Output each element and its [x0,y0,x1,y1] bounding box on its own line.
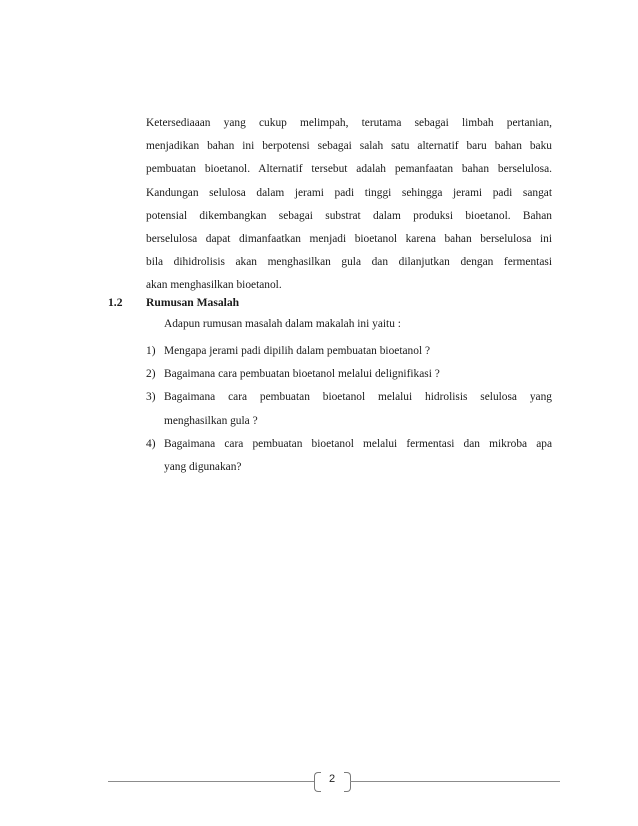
page-footer [0,770,638,794]
item-line: menghasilkan gula ? [164,414,258,427]
section-number: 1.2 [108,296,123,309]
item-number: 2) [146,368,156,381]
item-line: Mengapa jerami padi dipilih dalam pembuatan bioetanol ? [164,345,431,357]
item-number: 1) [146,345,156,357]
list-item [146,433,552,479]
item-line: Bagaimana cara pembuatan bioetanol melalui fermentasi dan mikroba apa [164,437,552,450]
paragraph-line: bila dihidrolisis akan menghasilkan gula dan dilanjutkan dengan fermentasi [146,256,552,269]
paragraph-line: Kandungan selulosa dalam jerami padi tinggi sehingga jerami padi sangat [146,186,552,199]
item-line: yang digunakan? [164,461,242,474]
list-item [146,386,552,432]
right-bracket-icon [344,772,351,792]
left-bracket-icon [314,772,321,792]
question-list [146,340,552,479]
item-line: Bagaimana cara pembuatan bioetanol melalui hidrolisis selulosa yang [164,391,552,404]
paragraph-line: berselulosa dapat dimanfaatkan menjadi bioetanol karena bahan berselulosa ini [146,233,552,246]
footer-rule-left [108,781,314,782]
paragraph-line: menjadikan bahan ini berpotensi sebagai salah satu alternatif baru bahan baku [146,140,552,153]
paragraph-line: akan menghasilkan bioetanol. [146,279,282,292]
footer-rule-right [350,781,560,782]
list-item [146,363,552,386]
list-item [146,340,552,363]
section-title: Rumusan Masalah [146,296,240,309]
paragraph-line: Ketersediaaan yang cukup melimpah, terutama sebagai limbah pertanian, [146,117,552,129]
page-number: 2 [328,773,336,785]
item-number: 4) [146,437,156,450]
paragraph-line: potensial dikembangkan sebagai substrat dalam produksi bioetanol. Bahan [146,209,552,222]
body-paragraph [146,112,552,298]
section-heading [108,296,239,309]
item-line: Bagaimana cara pembuatan bioetanol melalui delignifikasi ? [164,368,440,381]
item-number: 3) [146,391,156,404]
paragraph-line: pembuatan bioetanol. Alternatif tersebut adalah pemanfaatan bahan berselulosa. [146,163,552,176]
intro-sentence: Adapun rumusan masalah dalam makalah ini yaitu : [164,318,401,330]
